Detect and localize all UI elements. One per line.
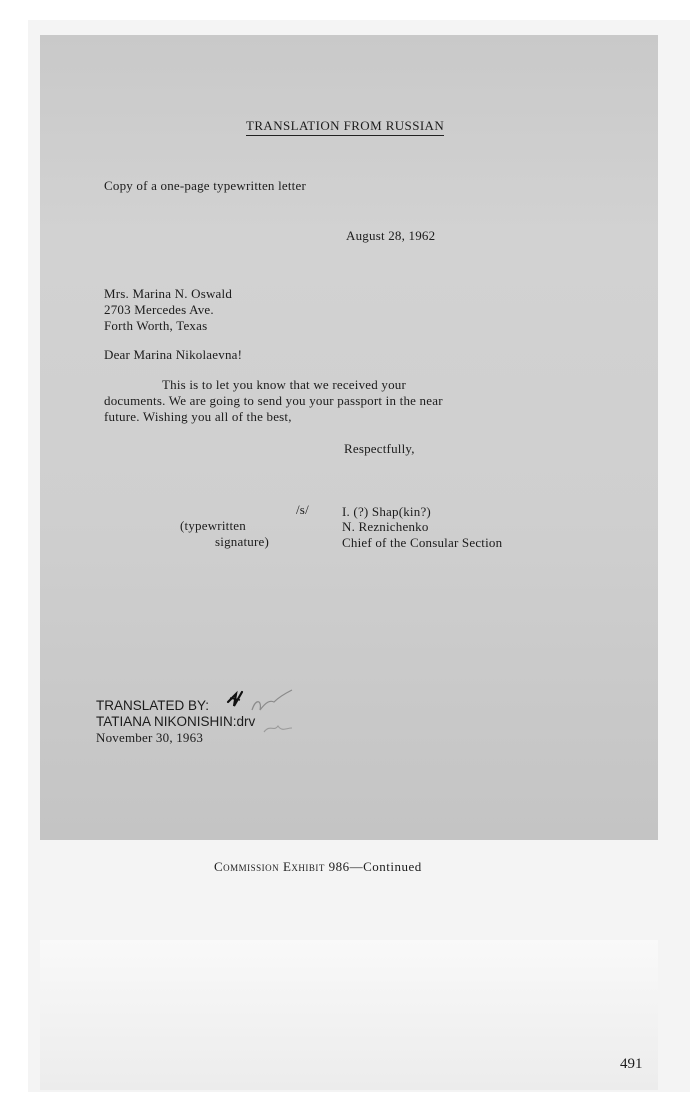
typewritten-label-1: (typewritten [180, 518, 246, 533]
signature-line-3: Chief of the Consular Section [342, 535, 503, 550]
document-title: TRANSLATION FROM RUSSIAN [246, 118, 444, 136]
body-line-2: documents. We are going to send you your passport in the near [104, 393, 443, 408]
caption-word-1: Commission [214, 859, 280, 874]
body-line-1: This is to let you know that we received your [162, 377, 407, 392]
description-line: Copy of a one-page typewritten letter [104, 178, 306, 193]
signature-line-1: I. (?) Shap(kin?) [342, 504, 431, 519]
body-line-3: future. Wishing you all of the best, [104, 409, 292, 424]
letter-date: August 28, 1962 [346, 228, 436, 243]
closing: Respectfully, [344, 441, 415, 456]
caption-rest: 986—Continued [328, 859, 422, 874]
translated-by-label: TRANSLATED BY: [96, 698, 210, 713]
address-street: 2703 Mercedes Ave. [104, 302, 214, 317]
exhibit-caption [214, 859, 422, 875]
lower-page-area [40, 940, 658, 1090]
caption-word-2: Exhibit [282, 859, 325, 874]
signature-line-2: N. Reznichenko [342, 519, 429, 534]
translation-date: November 30, 1963 [96, 730, 204, 745]
signed-mark: /s/ [296, 502, 309, 517]
salutation: Dear Marina Nikolaevna! [104, 347, 243, 362]
page-number: 491 [620, 1056, 643, 1072]
address-name: Mrs. Marina N. Oswald [104, 286, 233, 301]
typewritten-label-2: signature) [215, 534, 269, 549]
translator-name: TATIANA NIKONISHIN:drv [96, 714, 256, 729]
address-city: Forth Worth, Texas [104, 318, 208, 333]
handwritten-initials-icon [226, 688, 306, 748]
